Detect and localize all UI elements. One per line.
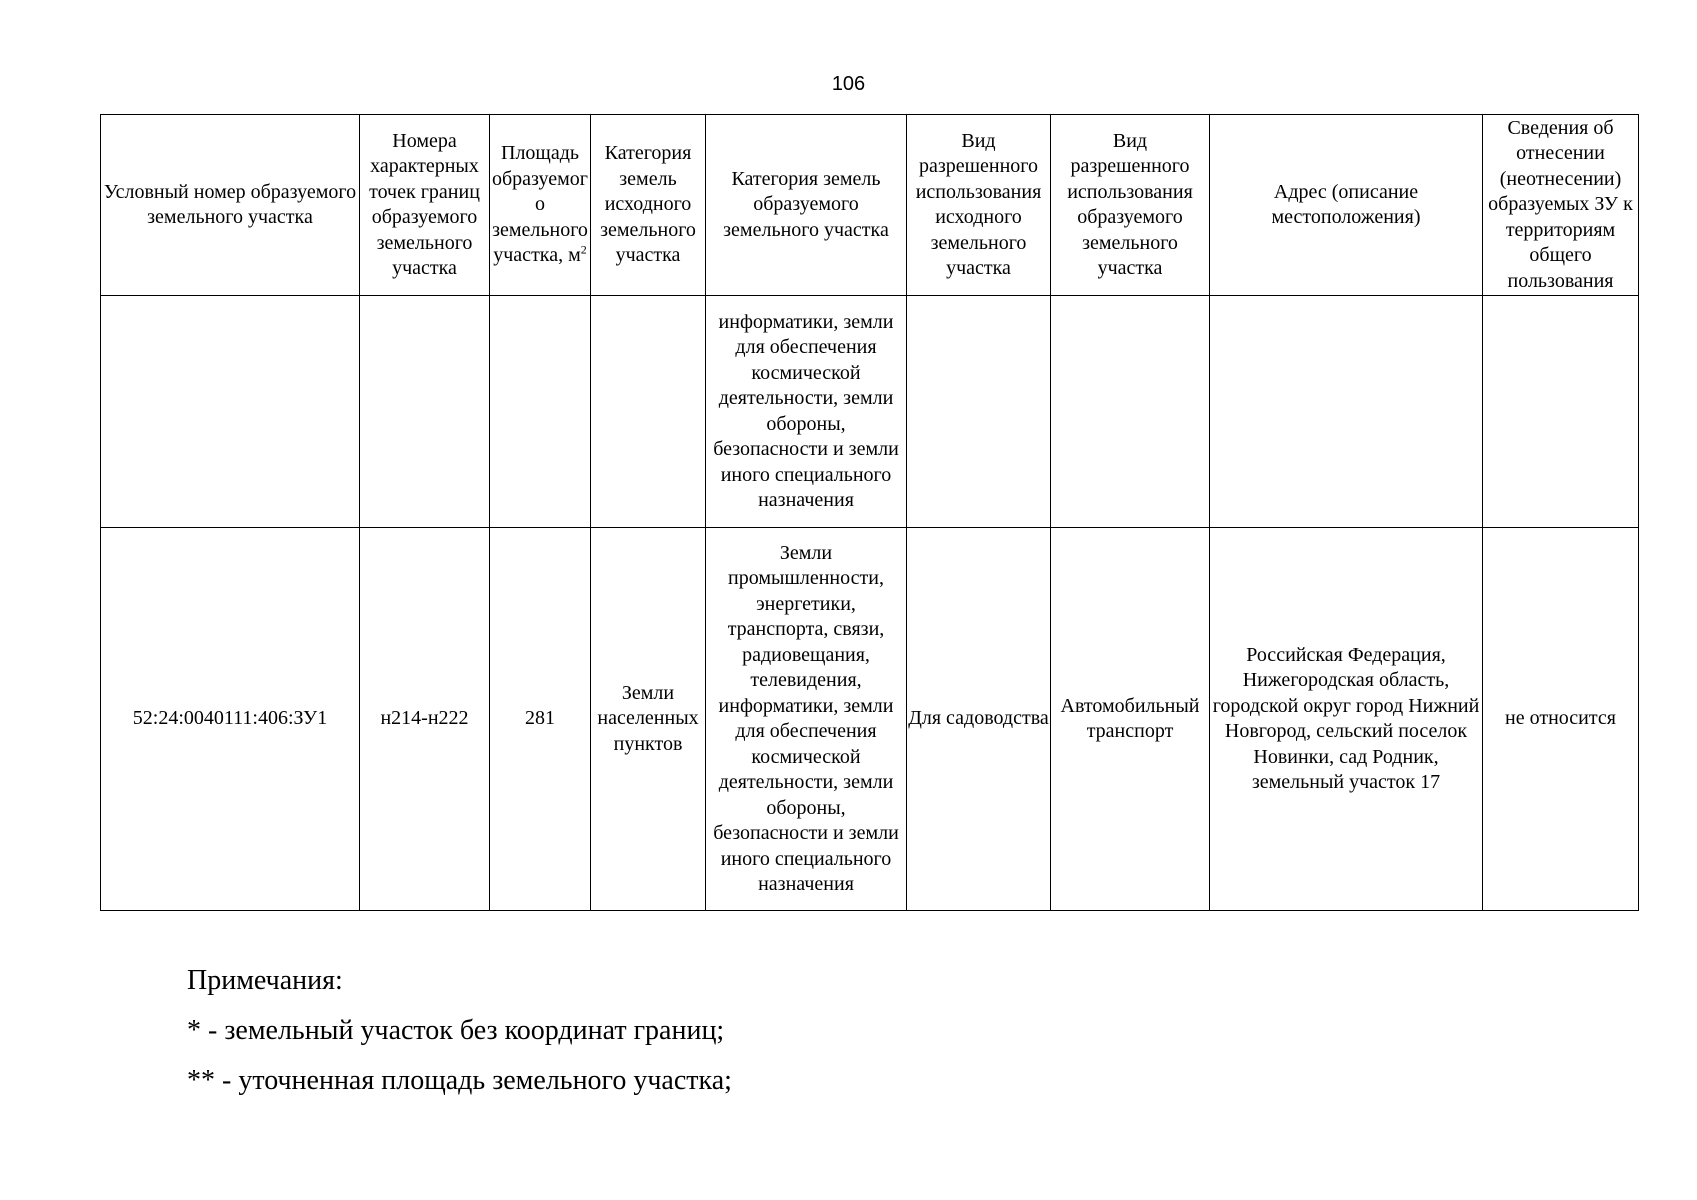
table-header-row <box>101 115 1639 296</box>
land-plots-table <box>100 114 1639 911</box>
header-use: Вид разрешенного использования образуемого земельного участка <box>1051 115 1210 296</box>
cell-empty <box>101 296 360 528</box>
cell-source-use: Для садоводства <box>907 528 1051 911</box>
cell-public-territory: не относится <box>1483 528 1639 911</box>
header-address: Адрес (описание местоположения) <box>1210 115 1483 296</box>
cell-empty <box>490 296 591 528</box>
header-area-label: Площадь образуемого земельного участка, м <box>491 142 588 267</box>
cell-category-continued: информатики, земли для обеспечения космической деятельности, земли обороны, безопасности и земли иного специального назначения <box>706 296 907 528</box>
table-row <box>101 528 1639 911</box>
header-public-territory: Сведения об отнесении (неотнесении) образуемых ЗУ к территориям общего пользования <box>1483 115 1639 296</box>
cell-empty <box>1210 296 1483 528</box>
cell-category: Земли промышленности, энергетики, транспорта, связи, радиовещания, телевидения, информатики, земли для обеспечения космической деятельности, земли обороны, безопасности и земли иного специального назначения <box>706 528 907 911</box>
table-row-continuation <box>101 296 1639 528</box>
page-number: 106 <box>831 73 866 95</box>
header-source-category: Категория земель исходного земельного участка <box>591 115 706 296</box>
note-no-coordinates: * - земельный участок без координат границ; <box>187 1015 725 1046</box>
cell-plot-number: 52:24:0040111:406:ЗУ1 <box>101 528 360 911</box>
cell-empty <box>907 296 1051 528</box>
cell-source-category: Земли населенных пунктов <box>591 528 706 911</box>
cell-empty <box>1483 296 1639 528</box>
cell-empty <box>360 296 490 528</box>
cell-address: Российская Федерация, Нижегородская область, городской округ город Нижний Новгород, сельский поселок Новинки, сад Родник, земельный участок 17 <box>1210 528 1483 911</box>
cell-empty <box>591 296 706 528</box>
notes-block <box>187 956 732 1106</box>
header-plot-number: Условный номер образуемого земельного участка <box>101 115 360 296</box>
header-source-use: Вид разрешенного использования исходного земельного участка <box>907 115 1051 296</box>
cell-empty <box>1051 296 1210 528</box>
cell-use: Автомобильный транспорт <box>1051 528 1210 911</box>
header-area <box>490 115 591 296</box>
header-boundary-points: Номера характерных точек границ образуемого земельного участка <box>360 115 490 296</box>
notes-title: Примечания: <box>187 965 343 996</box>
cell-area: 281 <box>490 528 591 911</box>
header-area-unit-sup: 2 <box>580 242 587 257</box>
header-category: Категория земель образуемого земельного участка <box>706 115 907 296</box>
note-refined-area: ** - уточненная площадь земельного участка; <box>187 1065 732 1096</box>
cell-boundary-points: н214-н222 <box>360 528 490 911</box>
